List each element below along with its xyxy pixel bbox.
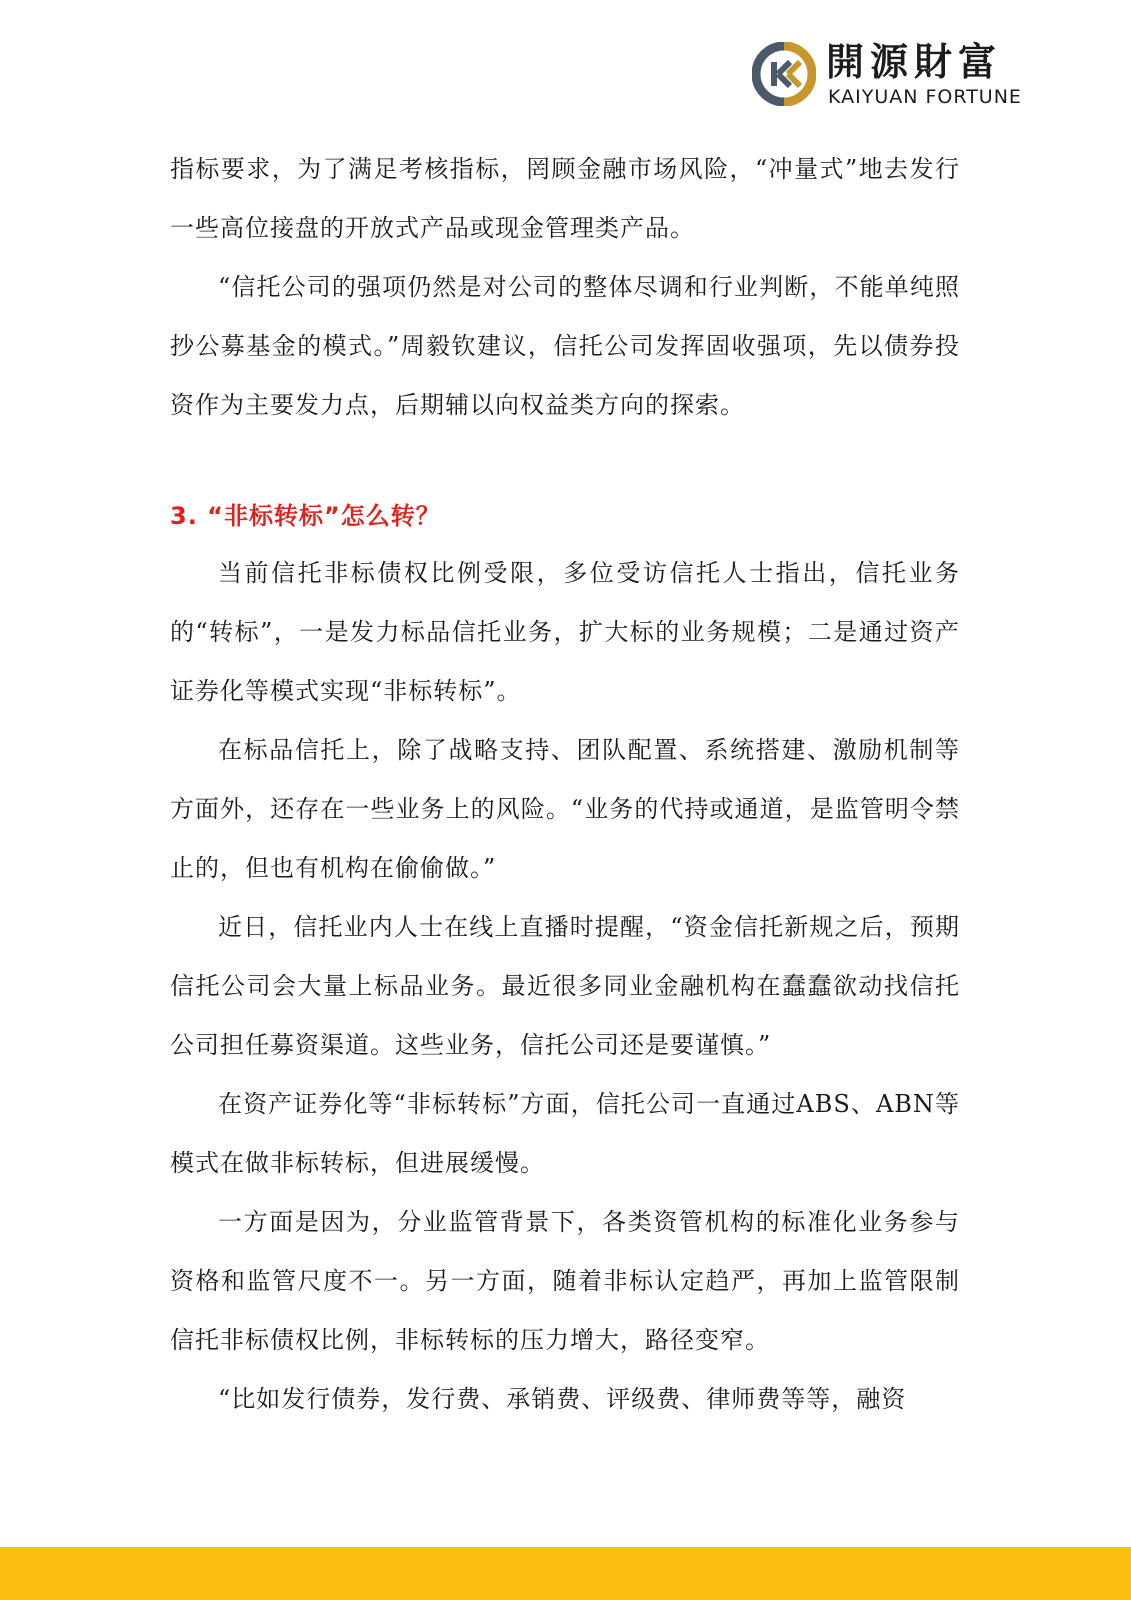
paragraph: “信托公司的强项仍然是对公司的整体尽调和行业判断，不能单纯照抄公募基金的模式。”周毅钦建议，信托公司发挥固收强项，先以债券投资作为主要发力点，后期辅以向权益类方向的探索。 [170,273,960,419]
article-body [170,140,960,1429]
section-heading: 3. “非标转标”怎么转？ [170,502,441,530]
logo-english-name: KAIYUAN FORTUNE [828,86,1022,108]
paragraph: 在资产证券化等“非标转标”方面，信托公司一直通过ABS、ABN等模式在做非标转标，但进展缓慢。 [170,1090,960,1177]
paragraph: 指标要求，为了满足考核指标，罔顾金融市场风险，“冲量式”地去发行一些高位接盘的开放式产品或现金管理类产品。 [170,155,960,242]
kaiyuan-logo-icon [752,42,816,106]
logo-chinese-name: 開源財富 [826,40,1003,84]
paragraph: 一方面是因为，分业监管背景下，各类资管机构的标准化业务参与资格和监管尺度不一。另一方面，随着非标认定趋严，再加上监管限制信托非标债权比例，非标转标的压力增大，路径变窄。 [170,1208,960,1354]
paragraph: 近日，信托业内人士在线上直播时提醒，“资金信托新规之后，预期信托公司会大量上标品业务。最近很多同业金融机构在蠢蠢欲动找信托公司担任募资渠道。这些业务，信托公司还是要谨慎。” [170,913,960,1059]
paragraph: 在标品信托上，除了战略支持、团队配置、系统搭建、激励机制等方面外，还存在一些业务上的风险。“业务的代持或通道，是监管明令禁止的，但也有机构在偷偷做。” [170,736,960,882]
brand-logo [752,40,1042,110]
paragraph: “比如发行债券，发行费、承销费、评级费、律师费等等，融资 [218,1385,907,1413]
paragraph: 当前信托非标债权比例受限，多位受访信托人士指出，信托业务的“转标”，一是发力标品信托业务，扩大标的业务规模；二是通过资产证券化等模式实现“非标转标”。 [170,559,960,705]
footer-bar [0,1547,1131,1600]
